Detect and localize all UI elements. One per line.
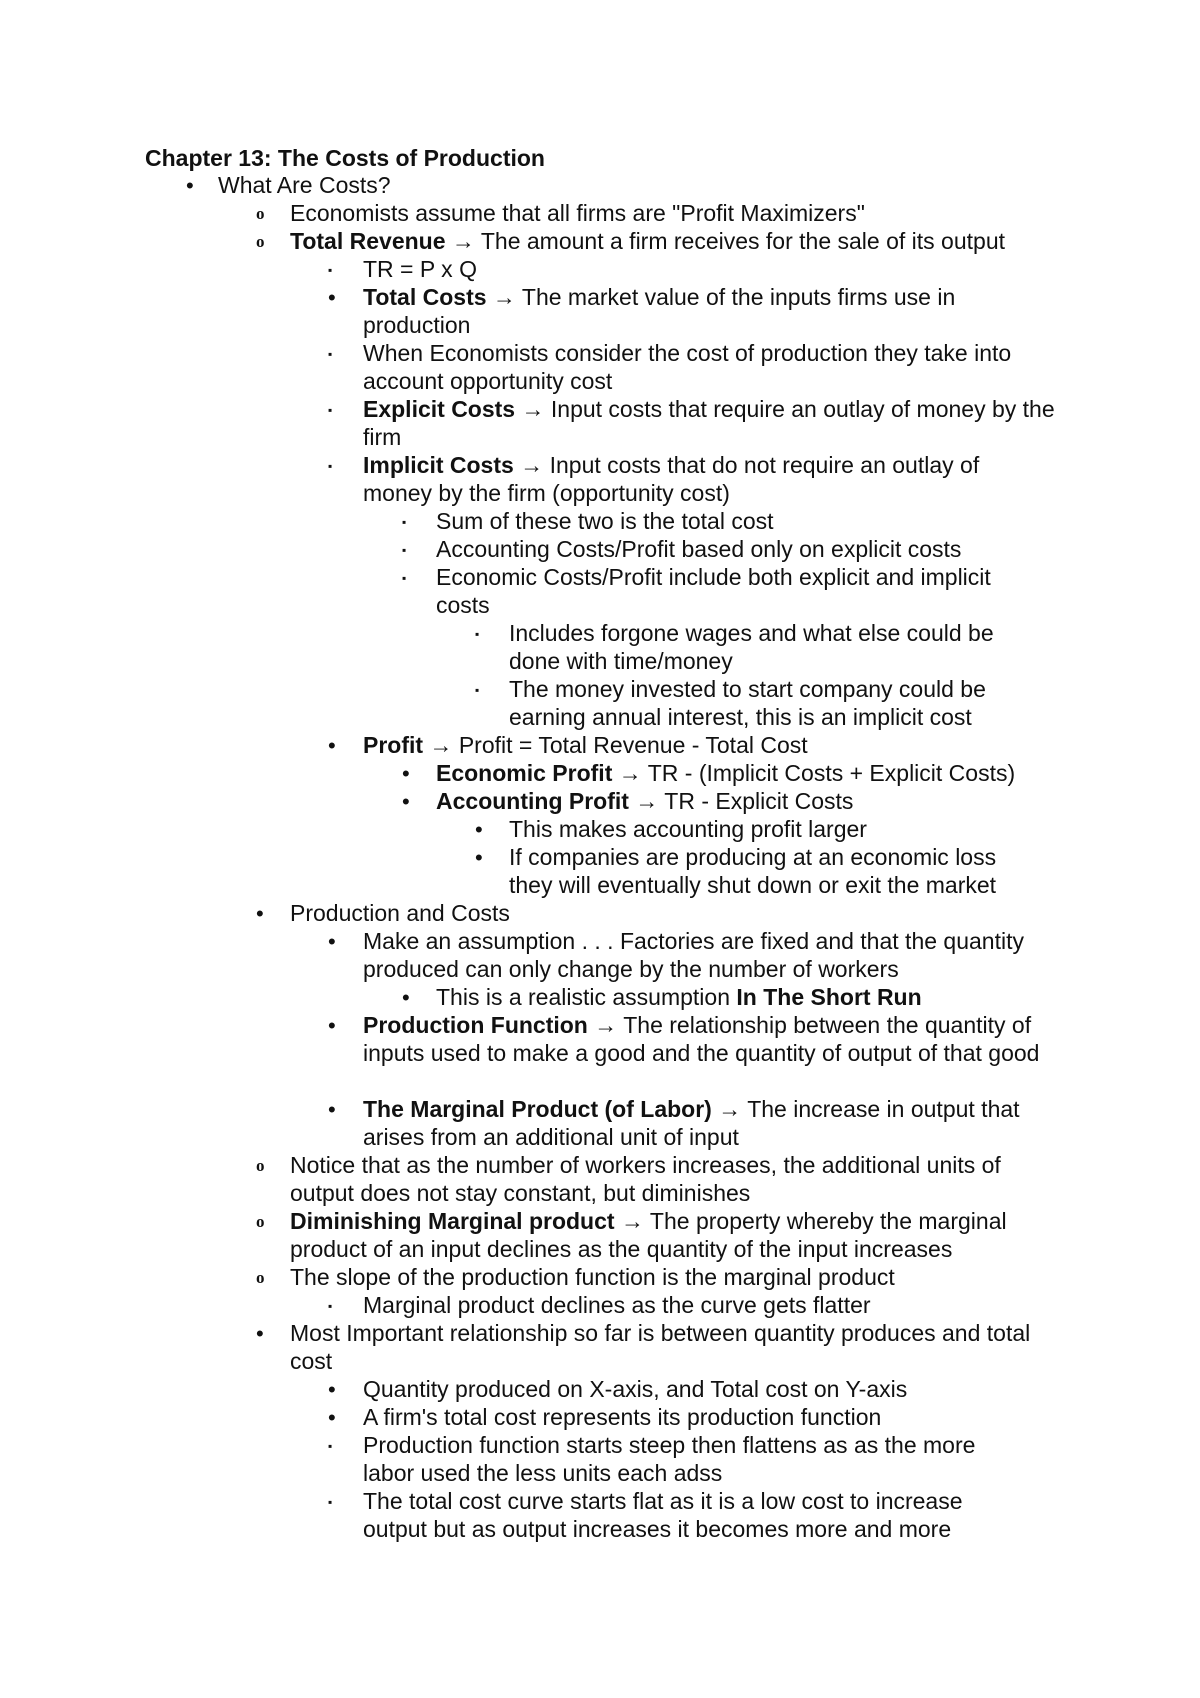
term-label: Explicit Costs [363,396,516,422]
list-item-text [363,255,1043,283]
item-body: → The property whereby the marginal product of an input declines as the quantity of the input increases [290,1208,1007,1262]
list-item-text [436,983,1076,1011]
item-body: The slope of the production function is the marginal product [290,1264,895,1290]
bullet-icon: ▪ [328,459,333,473]
item-body: Sum of these two is the total cost [436,508,774,534]
bullet-icon: • [328,1405,336,1430]
list-item-text [436,759,1076,787]
list-item-text [363,731,1023,759]
item-body: Economic Costs/Profit include both explicit and implicit costs [436,564,991,618]
bullet-icon: ▪ [328,1439,333,1453]
item-body: → The amount a firm receives for the sale of its output [445,228,1006,254]
bullet-icon: ▪ [328,1495,333,1509]
bullet-icon: ▪ [402,515,407,529]
item-body: Includes forgone wages and what else could be done with time/money [509,620,994,674]
list-item-text [509,619,1039,675]
bullet-icon: • [475,817,483,842]
list-item-text [436,507,1046,535]
list-item-text [363,1095,1073,1151]
list-item-text [290,1151,1060,1207]
term-label: Diminishing Marginal product [290,1208,615,1234]
list-item-text [290,899,990,927]
bullet-icon: • [475,845,483,870]
term-label: Production Function [363,1012,588,1038]
item-body: The money invested to start company could be earning annual interest, this is an implicit cost [509,676,986,730]
list-item-text [363,1011,1063,1067]
list-item-text [509,675,1039,731]
item-body: Most Important relationship so far is between quantity produces and total cost [290,1320,1031,1374]
item-body: Make an assumption . . . Factories are fixed and that the quantity produced can only change by the number of workers [363,928,1024,982]
item-body: Accounting Costs/Profit based only on explicit costs [436,536,962,562]
list-item-text [363,451,1053,507]
term-label: Implicit Costs [363,452,514,478]
item-body: → TR - Explicit Costs [628,788,854,814]
term-label: The Marginal Product (of Labor) [363,1096,712,1122]
bullet-icon: ▪ [402,543,407,557]
item-body: → Profit = Total Revenue - Total Cost [423,732,808,758]
bullet-icon: ▪ [402,571,407,585]
list-item-text [363,1403,1043,1431]
emphasis-text: In The Short Run [736,984,922,1010]
bullet-icon: • [256,901,264,926]
item-body: → The market value of the inputs firms use in production [363,284,956,338]
item-body: → Input costs that require an outlay of money by the firm [363,396,1055,450]
list-item-text [363,927,1073,983]
list-item-text [363,1431,1013,1487]
list-item-text [363,339,1073,395]
list-item-text [436,563,1036,619]
bullet-icon: o [256,1156,265,1175]
bullet-icon: • [328,1013,336,1038]
list-item-text [363,1375,1043,1403]
item-body: → Input costs that do not require an outlay of money by the firm (opportunity cost) [363,452,980,506]
term-label: Total Costs [363,284,487,310]
list-item-text [436,787,1076,815]
list-item-text [363,1487,1013,1543]
bullet-icon: ▪ [328,1299,333,1313]
list-item-text [290,1263,1060,1291]
list-item-text [363,1291,1043,1319]
bullet-icon: ▪ [475,683,480,697]
list-item-text [290,1207,1060,1263]
bullet-icon: • [402,985,410,1010]
term-label: Total Revenue [290,228,446,254]
list-item-text [290,1319,1050,1375]
item-body: TR = P x Q [363,256,477,282]
list-item-text [436,535,1046,563]
item-body: → The relationship between the quantity of inputs used to make a good and the quantity of output of that good [363,1012,1040,1066]
item-body: The total cost curve starts flat as it is a low cost to increase output but as output increases it becomes more and more [363,1488,963,1542]
list-item-text [363,283,1023,339]
bullet-icon: • [256,1321,264,1346]
list-item-text [509,815,1039,843]
bullet-icon: ▪ [328,263,333,277]
bullet-icon: o [256,232,265,251]
list-item-text [363,395,1073,451]
bullet-icon: o [256,204,265,223]
term-label: Accounting Profit [436,788,629,814]
item-body: Quantity produced on X-axis, and Total cost on Y-axis [363,1376,908,1402]
list-item-text [218,171,1018,199]
item-body: → TR - (Implicit Costs + Explicit Costs) [612,760,1016,786]
bullet-icon: • [328,1097,336,1122]
item-body: Production function starts steep then flattens as as the more labor used the less units each adss [363,1432,976,1486]
bullet-icon: o [256,1268,265,1287]
bullet-icon: ▪ [475,627,480,641]
bullet-icon: • [402,761,410,786]
item-body: Marginal product declines as the curve gets flatter [363,1292,871,1318]
bullet-icon: • [328,285,336,310]
item-body: This makes accounting profit larger [509,816,867,842]
item-body: If companies are producing at an economic loss they will eventually shut down or exit the market [509,844,997,898]
bullet-icon: • [328,733,336,758]
bullet-icon: • [328,1377,336,1402]
bullet-icon: ▪ [328,347,333,361]
item-body: What Are Costs? [218,172,391,198]
bullet-icon: • [328,929,336,954]
bullet-icon: o [256,1212,265,1231]
list-item-text [290,227,1060,255]
item-body: Production and Costs [290,900,510,926]
item-body: A firm's total cost represents its production function [363,1404,882,1430]
item-body: This is a realistic assumption [436,984,737,1010]
term-label: Economic Profit [436,760,613,786]
bullet-icon: ▪ [328,403,333,417]
item-body: Notice that as the number of workers increases, the additional units of output does not stay constant, but diminishes [290,1152,1001,1206]
bullet-icon: • [186,173,194,198]
list-item-text [509,843,1039,899]
item-body: → The increase in output that arises from an additional unit of input [363,1096,1020,1150]
item-body: When Economists consider the cost of production they take into account opportunity cost [363,340,1012,394]
term-label: Profit [363,732,424,758]
bullet-icon: • [402,789,410,814]
item-body: Economists assume that all firms are "Profit Maximizers" [290,200,865,226]
page-title: Chapter 13: The Costs of Production [145,145,545,171]
list-item-text [290,199,1060,227]
